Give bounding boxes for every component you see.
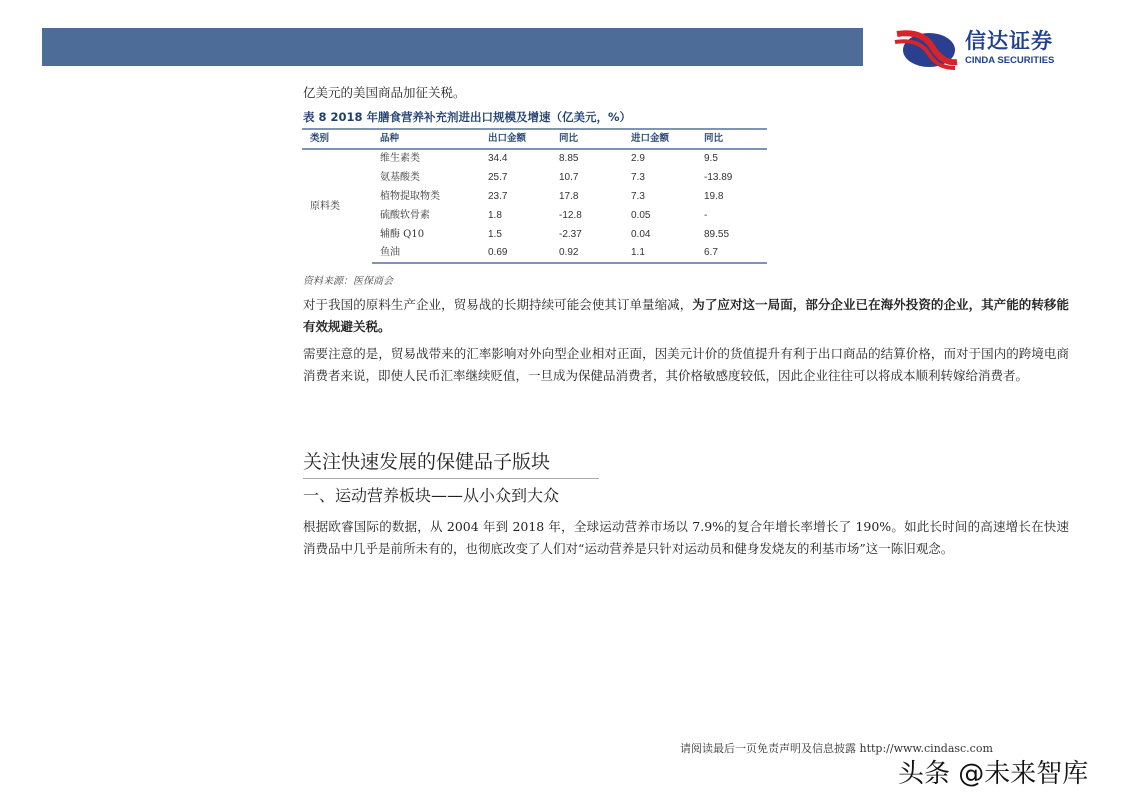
- col-header: 出口金额: [480, 129, 551, 149]
- table-cell: 辅酶 Q10: [380, 228, 425, 240]
- watermark: 头条 @未来智库: [898, 759, 1089, 789]
- table-cell: 1.1: [623, 244, 696, 263]
- table-cell: 7.3: [631, 190, 645, 202]
- table-cell: -2.37: [559, 228, 582, 240]
- category-cell: 原料类: [310, 200, 340, 212]
- table-cell: 1.5: [488, 228, 502, 240]
- para1-bold: 为了应对这一局面，部分企业已在海外投资的企业，其产能的转移能有效规避关税。: [303, 297, 1069, 334]
- paragraph-1: [303, 294, 1069, 338]
- table-cell: 维生素类: [380, 153, 420, 164]
- table-cell: 0.69: [480, 244, 551, 263]
- table-cell: 0.05: [631, 209, 651, 221]
- col-header: 类别: [302, 129, 372, 149]
- footer-disclaimer: 请阅读最后一页免责声明及信息披露 http://www.cindasc.com: [680, 742, 993, 755]
- table-cell: 17.8: [559, 190, 579, 202]
- table-row: [302, 206, 767, 225]
- col-header: 品种: [372, 129, 480, 149]
- table-cell: 7.3: [631, 171, 645, 183]
- table-cell: -13.89: [704, 171, 733, 183]
- cinda-logo: [893, 26, 1093, 70]
- table-row: [302, 149, 767, 168]
- table-cell: 6.7: [696, 244, 767, 263]
- table-cell: 0.92: [551, 244, 623, 263]
- table-cell: 9.5: [704, 153, 718, 164]
- cinda-logo-icon: [893, 26, 959, 70]
- table-cell: 2.9: [631, 153, 645, 164]
- table-row: [302, 244, 767, 263]
- table-cell: 1.8: [488, 209, 502, 221]
- table-row: [302, 187, 767, 206]
- table-cell: 鱼油: [372, 244, 480, 263]
- logo-en: CINDA SECURITIES: [965, 55, 1055, 66]
- table-cell: 10.7: [559, 171, 579, 183]
- logo-cn: 信达证券: [965, 29, 1053, 53]
- subsection-title: 一、运动营养板块——从小众到大众: [303, 486, 560, 505]
- section-title: 关注快速发展的保健品子版块: [303, 450, 599, 479]
- trade-table: [302, 128, 767, 264]
- table-cell: 植物提取物类: [380, 190, 440, 202]
- table-cell: -: [704, 209, 708, 221]
- table-cell: 19.8: [704, 190, 724, 202]
- table-row: [302, 225, 767, 244]
- table-cell: -12.8: [559, 209, 582, 221]
- table-cell: 0.04: [631, 228, 651, 240]
- col-header: 同比: [696, 129, 767, 149]
- table-source: 资料来源：医保商会: [303, 276, 393, 287]
- paragraph-2: 需要注意的是，贸易战带来的汇率影响对外向型企业相对正面，因美元计价的货值提升有利于出口商品的结算价格，而对于国内的跨境电商消费者来说，即使人民币汇率继续贬值，一旦成为保健品消费者，其价格敏感度较低，因此企业往往可以将成本顺利转嫁给消费者。: [303, 346, 1069, 383]
- table-cell: 23.7: [488, 190, 508, 202]
- table-cell: 8.85: [559, 153, 579, 164]
- col-header: 同比: [551, 129, 623, 149]
- intro-text: 亿美元的美国商品加征关税。: [303, 85, 466, 100]
- table-cell: 硫酸软骨素: [380, 209, 430, 221]
- para1-normal: 对于我国的原料生产企业，贸易战的长期持续可能会使其订单量缩减，: [303, 297, 693, 312]
- col-header: 进口金额: [623, 129, 696, 149]
- table-cell: 氨基酸类: [380, 171, 420, 183]
- table-cell: 34.4: [488, 153, 508, 164]
- table-title: 表 8 2018 年膳食营养补充剂进出口规模及增速（亿美元，%）: [303, 110, 632, 124]
- table-cell: 25.7: [488, 171, 508, 183]
- table-row: [302, 168, 767, 187]
- table-cell: 89.55: [704, 228, 730, 240]
- header-bar: [42, 28, 863, 66]
- paragraph-3: 根据欧睿国际的数据，从 2004 年到 2018 年，全球运动营养市场以 7.9%的复合年增长率增长了 190%。如此长时间的高速增长在快速消费品中几乎是前所未有的，也彻底改变了人们对“运动营养是只针对运动员和健身发烧友的利基市场”这一陈旧观念。: [303, 519, 1069, 556]
